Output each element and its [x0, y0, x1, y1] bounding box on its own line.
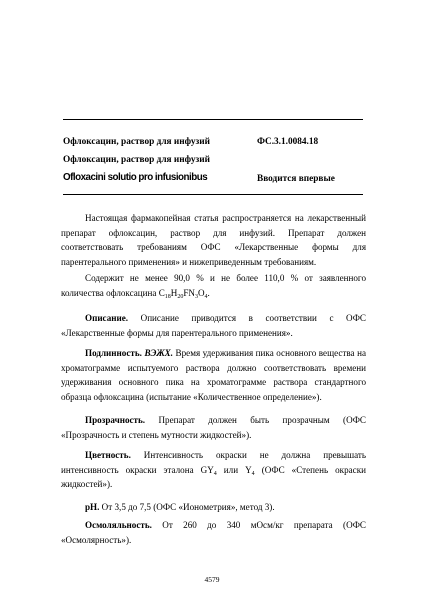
title-latin: Ofloxacini solutio pro infusionibus	[63, 172, 208, 183]
ph-label: pH.	[85, 502, 100, 512]
description-section: Описание. Описание приводится в соответствии с ОФС «Лекарственные формы для парентерального применения».	[61, 313, 366, 338]
description-label: Описание.	[85, 313, 129, 323]
title-ru-2: Офлоксацин, раствор для инфузий	[63, 155, 210, 165]
monograph-code: ФС.3.1.0084.18	[257, 137, 319, 147]
authenticity-section: Подлинность. ВЭЖХ. Время удерживания пика основного вещества на хроматограмме испытуемого раствора должно соответствовать времени удерживания основного пика на хроматограмме раствора стандартного образца офлоксацина (испытание «Количественное определение»).	[61, 348, 366, 402]
ph-section: pH. От 3,5 до 7,5 (ОФС «Ионометрия», метод 3).	[85, 502, 275, 512]
top-rule	[63, 119, 363, 120]
page-number: 4579	[204, 575, 220, 584]
color-label: Цветность.	[85, 450, 131, 460]
introduced-note: Вводится впервые	[257, 174, 335, 184]
authenticity-label: Подлинность.	[85, 348, 142, 358]
header-rule	[63, 194, 363, 195]
intro-paragraph: Настоящая фармакопейная статья распространяется на лекарственный препарат офлоксацин, раствор для инфузий. Препарат должен соответствовать требованиям ОФС «Лекарственные формы для парентерального применения» и нижеприведенным требованиям.	[61, 213, 366, 267]
content-paragraph: Содержит не менее 90,0 % и не более 110,0 % от заявленного количества офлоксацина $C_{18}H_{20}FN_3O_4$.	[61, 273, 366, 300]
title-ru-1: Офлоксацин, раствор для инфузий	[63, 137, 210, 147]
color-section: Цветность. Интенсивность окраски не должна превышать интенсивность окраски эталона $GY_4$ или $Y_4$ (ОФС «Степень окраски жидкостей»).	[61, 450, 366, 490]
transparency-label: Прозрачность.	[85, 415, 146, 425]
transparency-section: Прозрачность. Препарат должен быть прозрачным (ОФС «Прозрачность и степень мутности жидкостей»).	[61, 415, 366, 440]
osmolality-section: Осмоляльность. От 260 до 340 мОсм/кг препарата (ОФС «Осмолярность»).	[61, 520, 366, 545]
osmolality-label: Осмоляльность.	[85, 520, 152, 530]
